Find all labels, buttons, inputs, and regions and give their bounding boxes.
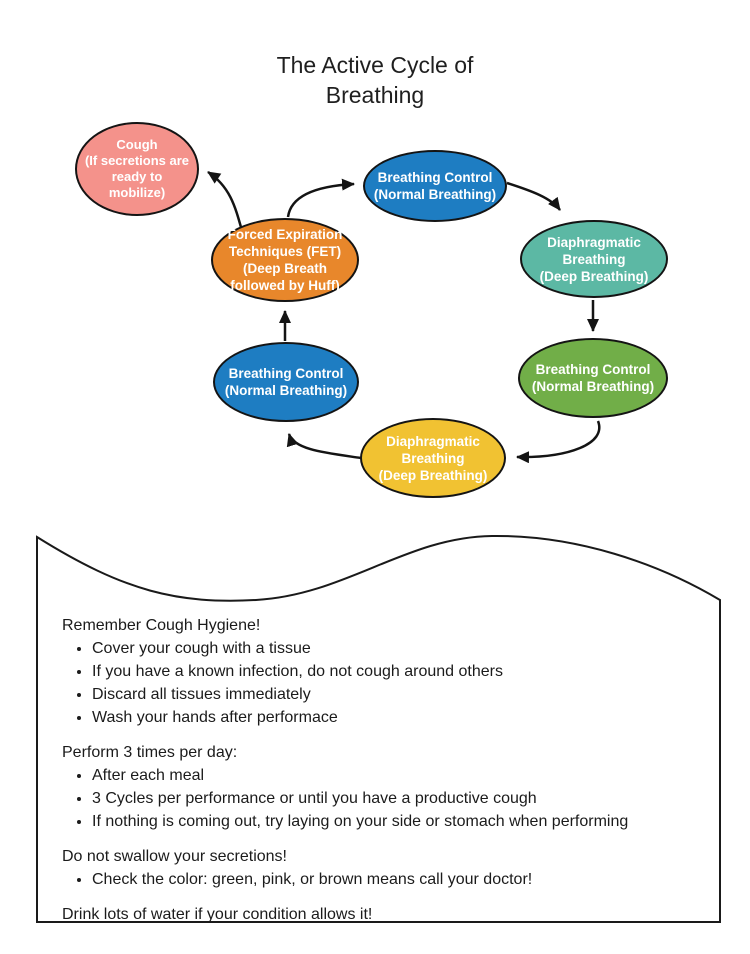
bullet-list — [62, 868, 710, 891]
bullet-item: • If nothing is coming out, try laying on your side or stomach when performing — [92, 810, 710, 833]
node-bc-top-line: Breathing Control — [377, 170, 493, 185]
section-perform — [62, 741, 710, 833]
bullet-item: • Wash your hands after performace — [92, 706, 710, 729]
section-secretions — [62, 845, 710, 891]
bullet-item: • Check the color: green, pink, or brown means call your doctor! — [92, 868, 710, 891]
bullet-list — [62, 637, 710, 729]
bullet-item: • After each meal — [92, 764, 710, 787]
node-cough-line: ready to — [111, 169, 163, 184]
node-diaph-bottom-line: Breathing — [401, 450, 465, 466]
section-water — [62, 903, 710, 926]
node-bc-left-line: (Normal Breathing) — [224, 383, 348, 398]
node-diaph-bottom-line: Diaphragmatic — [386, 433, 480, 449]
bullet-item: • Cover your cough with a tissue — [92, 637, 710, 660]
page-title-line2: Breathing — [325, 82, 425, 108]
bullet-item: • Discard all tissues immediately — [92, 683, 710, 706]
bullet-item: • If you have a known infection, do not cough around others — [92, 660, 710, 683]
bullet-list — [62, 764, 710, 833]
node-bc-top-line: (Normal Breathing) — [373, 187, 497, 202]
node-cough-line: Cough — [116, 137, 158, 152]
section-heading: Drink lots of water if your condition allows it! — [62, 906, 373, 923]
node-cough-line: mobilize) — [108, 185, 166, 200]
node-diaph-right-line: (Deep Breathing) — [539, 268, 649, 284]
node-bc-right-line: Breathing Control — [535, 362, 651, 377]
node-cough-line: (If secretions are — [84, 153, 190, 168]
node-bc-right-line: (Normal Breathing) — [531, 379, 655, 394]
section-cough-hygiene — [62, 614, 710, 729]
node-diaph-right-line: Breathing — [562, 251, 626, 267]
node-fet-line: Techniques (FET) — [228, 244, 342, 259]
node-fet-line: followed by Huff) — [230, 278, 340, 293]
node-diaph-right-line: Diaphragmatic — [547, 234, 641, 250]
section-heading: Perform 3 times per day: — [62, 744, 238, 761]
page-title-line1: The Active Cycle of — [276, 52, 474, 78]
section-heading: Do not swallow your secretions! — [62, 848, 287, 865]
bullet-item: • 3 Cycles per performance or until you have a productive cough — [92, 787, 710, 810]
node-fet-line: (Deep Breath — [242, 261, 328, 276]
node-diaph-bottom-line: (Deep Breathing) — [378, 467, 488, 483]
infobox-text — [62, 614, 710, 938]
section-heading: Remember Cough Hygiene! — [62, 617, 261, 634]
node-fet-line: Forced Expiration — [227, 227, 343, 242]
node-bc-left-line: Breathing Control — [228, 366, 344, 381]
